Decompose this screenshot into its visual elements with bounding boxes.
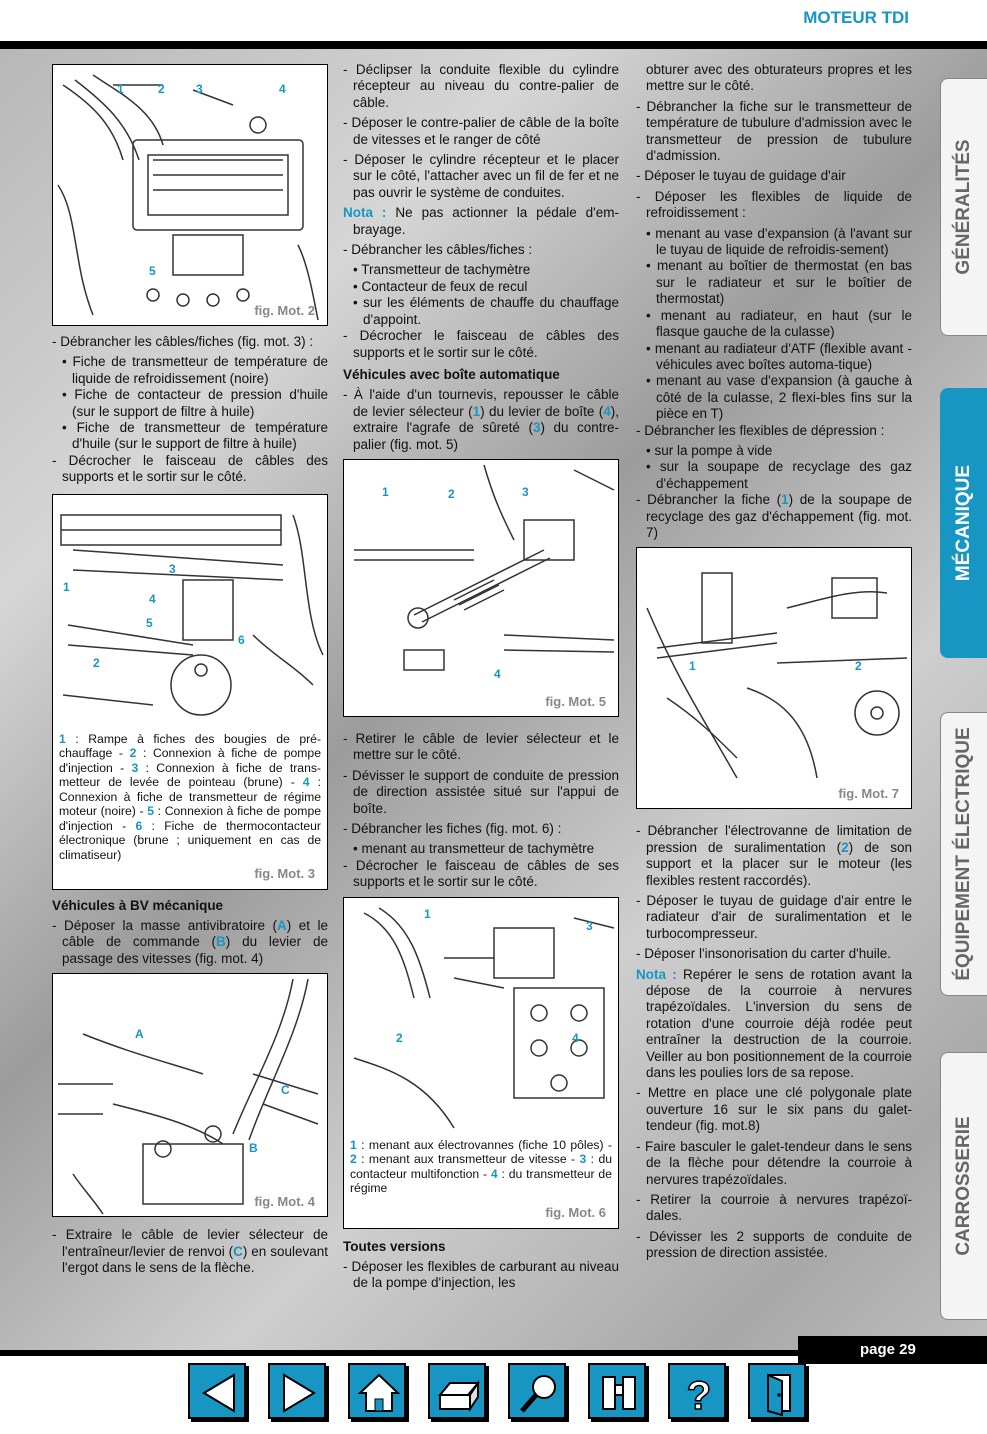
paragraph: - Déclipser la conduite flexible du cylindre récepteur au niveau du contre-palier de câble. [343,62,619,110]
column-2 [343,62,619,1296]
paragraph: obturer avec des obturateurs propres et les mettre sur le côté. [646,62,912,94]
print-button[interactable] [428,1363,486,1419]
bullet: • menant au radiateur d'ATF (flexible avant - véhicules avec boîtes automa-tique) [646,340,912,372]
page-number: page 29 [798,1336,987,1364]
svg-text:?: ? [686,1374,712,1418]
paragraph: - Déposer les flexibles de carburant au niveau de la pompe d'injection, les [343,1259,619,1291]
paragraph: - Dévisser le support de conduite de pression de direction assistée situé sur l'appui de boîte. [343,767,619,816]
paragraph: - Dévisser les 2 supports de conduite de pression de direction assistée. [636,1228,912,1261]
home-icon [350,1365,408,1421]
home-button[interactable] [348,1363,406,1419]
tab-equipement-electrique[interactable]: ÉQUIPEMENT ÉLECTRIQUE [940,712,987,996]
figure-mot-2 [52,64,328,326]
egr-valve-illustration [637,548,912,809]
paragraph: - Débrancher la fiche sur le transmetteur de température de tubulure d'admission avec le transmetteur de pression de tubulure d'admission. [636,98,912,164]
figure-mot-3 [52,494,328,890]
callout-4: 4 [279,82,286,96]
paragraph: - Déposer le tuyau de guidage d'air entre le radiateur d'air de suralimentation et le turbocompresseur. [636,893,912,941]
arrow-left-icon [190,1365,248,1421]
paragraph: - Décrocher le faisceau de câbles des supports et le sortir sur le côté. [343,328,619,360]
callout-2: 2 [396,1030,403,1045]
help-icon [670,1365,728,1421]
paragraph: - Déposer l'insonorisation du carter d'huile. [636,946,892,962]
section-heading: Véhicules avec boîte automatique [343,366,560,382]
callout-B: B [249,1141,258,1156]
bullet: • sur la soupape de recyclage des gaz d'échappement [646,459,912,491]
bullet: • menant au radiateur, en haut (sur le flasque gauche de la culasse) [646,307,912,340]
figure-label: fig. Mot. 6 [545,1205,606,1221]
exit-button[interactable] [748,1363,806,1419]
search-button[interactable] [508,1363,566,1419]
callout-2: 2 [158,82,165,96]
callout-2: 2 [855,659,862,674]
figure-caption: 1 : Rampe à fiches des bougies de pré-chauffage - 2 : Connexion à fiche de pompe d'injection - 3 : Connexion à fiche de trans-metteur de levée de pointeau (brune) - 4 : Connexion à fiche de transmetteur de régime moteur (noire) - 5 : Connexion à fiche de pompe d'injection - 6 : Fiche de thermocontacteur électronique (brune ; uniquement en cas de climatiseur) [59,731,321,862]
callout-4: 4 [149,591,156,606]
figure-mot-7 [636,547,912,809]
paragraph: - Débrancher les câbles/fiches : [343,242,533,258]
callout-2: 2 [93,655,100,670]
print-icon [430,1365,488,1421]
paragraph: - Faire basculer le galet-tendeur dans le sens de la flèche pour détendre la courroie à nervures trapézoïdales. [636,1138,912,1187]
bullet: • Transmetteur de tachymètre [353,262,531,278]
exit-icon [750,1365,808,1421]
binoculars-icon [590,1365,648,1421]
callout-5: 5 [149,264,156,278]
paragraph: - Débrancher les fiches (fig. mot. 6) : [343,820,562,836]
figure-mot-4 [52,973,328,1217]
bullet: • Fiche de transmetteur de température de liquide de refroidissement (noire) [62,354,328,386]
section-heading: Véhicules à BV mécanique [52,897,224,913]
search-icon [510,1365,568,1421]
paragraph: - Déposer la masse antivibratoire (A) et le câble de commande (B) du levier de passage des vitesses (fig. mot. 4) [52,918,328,966]
note: Nota : Ne pas actionner la pédale d'em-brayage. [343,205,619,237]
callout-2: 2 [448,486,455,501]
figure-mot-5 [343,459,619,717]
callout-1: 1 [63,579,70,594]
tab-carrosserie[interactable]: CARROSSERIE [940,1052,987,1320]
callout-5: 5 [146,615,153,630]
callout-3: 3 [522,484,529,499]
paragraph: - Déposer le tuyau de guidage d'air [636,168,846,184]
paragraph: - Retirer la courroie à nervures trapézoï-dales. [636,1191,912,1224]
figure-label: fig. Mot. 2 [254,302,315,318]
callout-3: 3 [169,561,176,576]
tab-mecanique[interactable]: MÉCANIQUE [940,388,987,658]
callout-C: C [281,1083,290,1098]
figure-caption: 1 : menant aux électrovannes (fiche 10 pôles) - 2 : menant aux transmetteur de vitesse - 3 : du contacteur multifonction - 4 : du transmetteur de régime [350,1137,613,1196]
paragraph: - Décrocher le faisceau de câbles des supports et le sortir sur le côté. [52,452,328,485]
next-page-button[interactable] [268,1363,326,1419]
paragraph: - À l'aide d'un tournevis, repousser le câble de levier sélecteur (1) du levier de boîte (4), extraire l'agrafe de sûreté (3) du contre-palier (fig. mot. 5) [343,387,619,452]
column-3 [636,62,912,1266]
callout-3: 3 [586,918,593,933]
paragraph: - Déposer les flexibles de liquide de refroidissement : [636,188,912,221]
bullet: • Fiche de contacteur de pression d'huile (sur le support de filtre à huile) [62,387,328,419]
callout-A: A [135,1027,144,1042]
callout-1: 1 [689,659,696,674]
page-title: MOTEUR TDI [803,8,909,27]
paragraph: - Retirer le câble de levier sélecteur et le mettre sur le côté. [343,730,619,763]
paragraph: - Extraire le câble de levier sélecteur de l'entraîneur/levier de renvoi (C) en soulevant l'ergot dans le sens de la flèche. [52,1227,328,1276]
figure-label: fig. Mot. 7 [838,785,899,801]
bullet: • menant au boîtier de thermostat (en bas sur le radiateur et sur le boîtier de thermostat) [646,258,912,307]
note: Nota : Repérer le sens de rotation avant la dépose de la courroie à nervures trapézoïdales. L'inversion du sens de rotation d'une courroie déjà rodée peut entraîner la destruction de la courroie. Veiller au bon positionnement de la courroie dans les poulies lors de sa repose. [636,966,912,1081]
figure-label: fig. Mot. 4 [254,1193,315,1209]
header-rule [0,41,987,49]
binoculars-button[interactable] [588,1363,646,1419]
paragraph: - Débrancher la fiche (1) de la soupape de recyclage des gaz d'échappement (fig. mot. 7) [636,492,913,540]
figure-mot-6 [343,897,619,1229]
callout-1: 1 [382,484,389,499]
bullet: • sur la pompe à vide [646,442,773,458]
callout-6: 6 [238,632,245,647]
paragraph: - Déposer le cylindre récepteur et le placer sur le côté, l'attacher avec un fil de fer et ne pas ouvrir le système de conduites. [343,152,619,200]
callout-3: 3 [196,82,203,96]
figure-label: fig. Mot. 5 [545,693,606,709]
engine-illustration [53,495,328,725]
paragraph: - Débrancher les câbles/fiches (fig. mot. 3) : [52,334,314,349]
bullet: • menant au transmetteur de tachymètre [353,841,595,857]
paragraph: - Débrancher les flexibles de dépression : [636,422,885,438]
paragraph: - Débrancher l'électrovanne de limitation de pression de suralimentation (2) de son support et la placer sur le moteur (les flexibles restent raccordés). [636,823,912,888]
callout-4: 4 [572,1030,579,1045]
callout-4: 4 [494,666,501,681]
paragraph: - Mettre en place une clé polygonale plate ouverture 16 sur le six pans du galet-tendeur (fig. mot.8) [636,1085,912,1134]
section-heading: Toutes versions [343,1238,446,1254]
figure-label: fig. Mot. 3 [254,866,315,882]
bullet: • Fiche de transmetteur de température d'huile (sur le support de filtre à huile) [62,420,328,452]
help-button[interactable] [668,1363,726,1419]
bullet: • menant au vase d'expansion (à l'avant sur le tuyau de liquide de refroidis-sement) [646,225,912,258]
bullet: • sur les éléments de chauffe du chauffage d'appoint. [353,295,619,327]
callout-1: 1 [424,906,431,921]
arrow-right-icon [270,1365,328,1421]
footer-band [0,1356,987,1434]
paragraph: - Déposer le contre-palier de câble de la boîte de vitesses et le ranger de côté [343,115,619,147]
engine-illustration [53,65,328,326]
column-1 [52,62,328,1281]
paragraph: - Décrocher le faisceau de câbles de ses supports et le sortir sur le côté. [343,857,619,890]
bullet: • Contacteur de feux de recul [353,278,528,294]
tab-generalites[interactable]: GÉNÉRALITÉS [940,78,987,336]
callout-1: 1 [117,82,124,96]
transmission-illustration [344,898,619,1132]
bullet: • menant au vase d'expansion (à gauche à côté de la culasse, 2 flexi-bles fins sur la pièce en T) [646,373,912,422]
previous-page-button[interactable] [188,1363,246,1419]
